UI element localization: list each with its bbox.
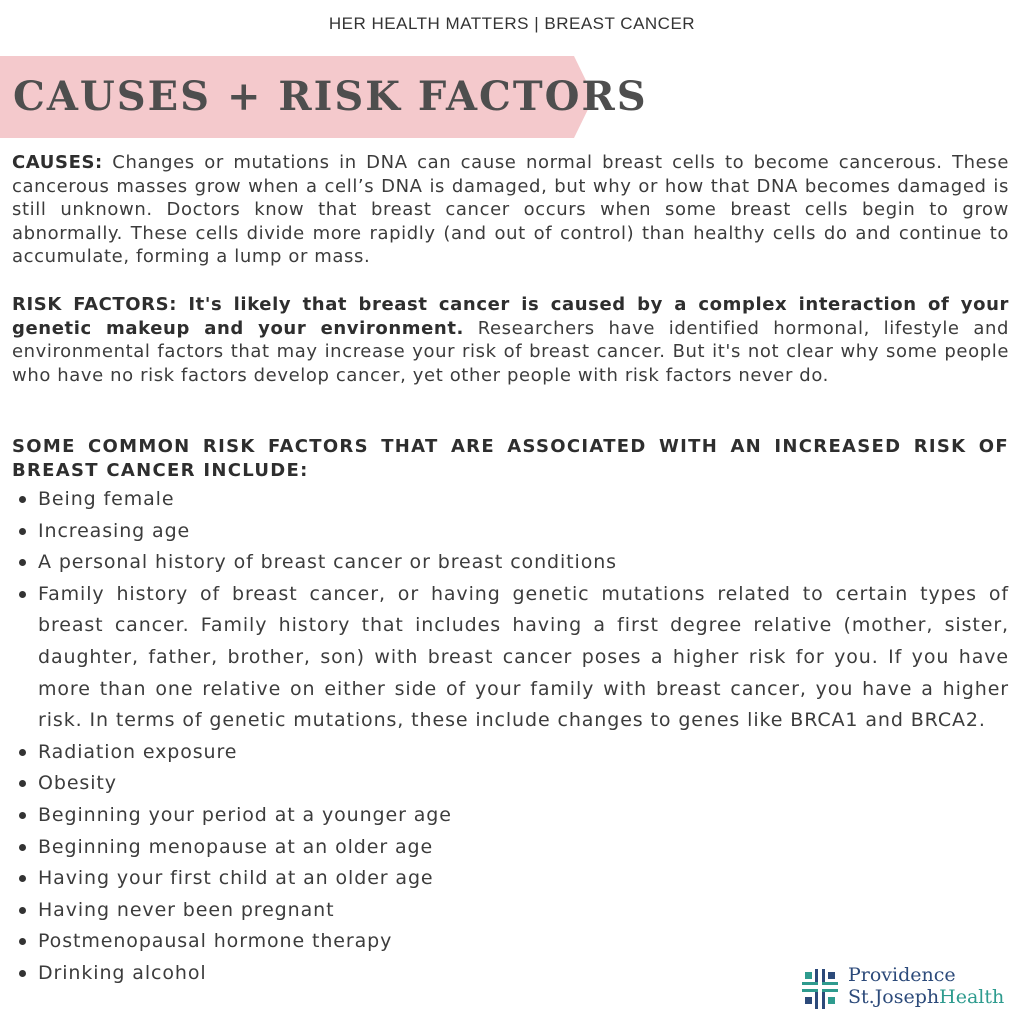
- bullet-icon: [19, 559, 26, 566]
- list-item: [0, 516, 1009, 548]
- list-item: [0, 484, 1009, 516]
- list-item: [0, 547, 1009, 579]
- bullet-icon: [19, 591, 26, 598]
- bullet-icon: [19, 938, 26, 945]
- bullet-icon: [19, 528, 26, 535]
- list-item: [0, 832, 1009, 864]
- cross-logo-icon: [800, 967, 840, 1011]
- list-item-text: Having never been pregnant: [38, 898, 335, 921]
- list-item-text: Postmenopausal hormone therapy: [38, 930, 393, 953]
- bullet-icon: [19, 496, 26, 503]
- list-item: [0, 737, 1009, 769]
- list-item-text: Being female: [38, 488, 175, 510]
- providence-logo: [800, 964, 1010, 1014]
- risk-factors-bold-text: RISK FACTORS: It's likely that breast cancer is caused by a complex interaction of your genetic makeup and your environment.: [12, 294, 1009, 339]
- page-header: HER HEALTH MATTERS | BREAST CANCER: [328, 14, 696, 33]
- logo-stjoseph: St.Joseph: [848, 986, 940, 1008]
- logo-line-stjoseph: [848, 986, 1004, 1008]
- list-item-text: Radiation exposure: [38, 740, 238, 763]
- risk-factor-list: [0, 484, 1024, 990]
- list-item-text: Drinking alcohol: [38, 961, 207, 984]
- list-item-text: Beginning your period at a younger age: [38, 803, 452, 826]
- logo-line-providence: Providence: [848, 964, 956, 986]
- logo-health: Health: [939, 986, 1005, 1008]
- list-item-text: Obesity: [38, 772, 117, 795]
- list-item: [0, 768, 1009, 800]
- causes-text: Changes or mutations in DNA can cause normal breast cells to become cancerous. These cancerous masses grow when a cell’s DNA is damaged, but why or how that DNA becomes damaged is still unknown. Doctors know that breast cancer occurs when some breast cells begin to grow abnormally. These cells divide more rapidly (and out of control) than healthy cells do and continue to accumulate, forming a lump or mass.: [12, 152, 1009, 267]
- risk-list-heading: SOME COMMON RISK FACTORS THAT ARE ASSOCIATED WITH AN INCREASED RISK OF BREAST CANCER INCLUDE:: [12, 436, 1009, 481]
- list-item: [0, 895, 1009, 927]
- bullet-icon: [19, 970, 26, 977]
- list-item-text: Family history of breast cancer, or having genetic mutations related to certain types of breast cancer. Family history that includes having a first degree relative (mother, sister, daughter, father, brother, son) with breast cancer poses a higher risk for you. If you have more than one relative on either side of your family with breast cancer, you have a higher risk. In terms of genetic mutations, these include changes to genes like BRCA1 and BRCA2.: [38, 582, 1009, 732]
- risk-factors-paragraph: [12, 293, 1009, 387]
- list-item: [0, 863, 1009, 895]
- bullet-icon: [19, 812, 26, 819]
- page-title: CAUSES + RISK FACTORS: [13, 73, 648, 120]
- causes-paragraph: [12, 151, 1009, 269]
- list-item: [0, 579, 1009, 737]
- bullet-icon: [19, 875, 26, 882]
- list-item-text: Beginning menopause at an older age: [38, 835, 434, 858]
- risk-factors-text: Researchers have identified hormonal, lifestyle and environmental factors that may increase your risk of breast cancer. But it's not clear why some people who have no risk factors develop cancer, yet other people with risk factors never do.: [12, 317, 1009, 386]
- causes-label: CAUSES:: [12, 152, 103, 173]
- list-item-text: Increasing age: [38, 519, 191, 542]
- list-item: [0, 800, 1009, 832]
- list-item-text: Having your first child at an older age: [38, 867, 434, 890]
- bullet-icon: [19, 780, 26, 787]
- list-item-text: A personal history of breast cancer or breast conditions: [38, 551, 617, 574]
- logo-text: [848, 964, 1004, 1008]
- bullet-icon: [19, 749, 26, 756]
- bullet-icon: [19, 844, 26, 851]
- bullet-icon: [19, 907, 26, 914]
- list-item: [0, 926, 1009, 958]
